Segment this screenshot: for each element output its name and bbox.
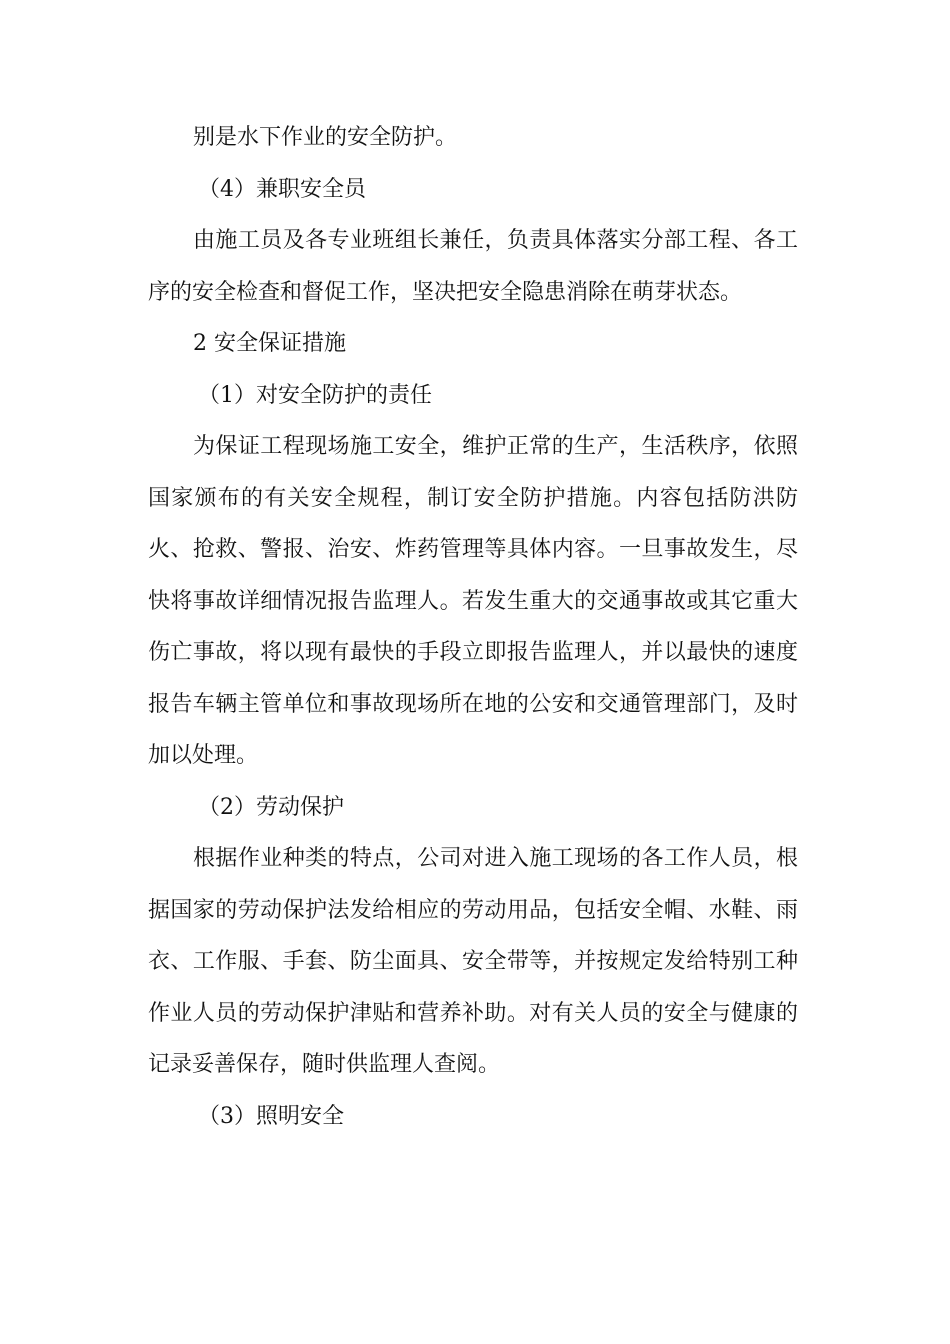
- document-body: [148, 112, 798, 1142]
- subheading-4-part-time-safety-officer: （4）兼职安全员: [198, 176, 366, 202]
- paragraph-line: 火、抢救、警报、治安、炸药管理等具体内容。一旦事故发生，尽: [148, 537, 798, 562]
- paragraph-line: 根据作业种类的特点，公司对进入施工现场的各工作人员，根: [193, 846, 798, 871]
- section-heading-safety-measures: 2 安全保证措施: [193, 331, 346, 356]
- paragraph-line: 加以处理。: [148, 743, 259, 768]
- subheading-2-labor-protection: （2）劳动保护: [198, 794, 344, 820]
- paragraph-line: 作业人员的劳动保护津贴和营养补助。对有关人员的安全与健康的: [148, 1000, 798, 1026]
- paragraph-line: 快将事故详细情况报告监理人。若发生重大的交通事故或其它重大: [148, 588, 798, 614]
- paragraph-line: 衣、工作服、手套、防尘面具、安全带等，并按规定发给特别工种: [148, 949, 798, 974]
- paragraph-line: 为保证工程现场施工安全，维护正常的生产，生活秩序，依照: [193, 434, 798, 459]
- paragraph-line: 据国家的劳动保护法发给相应的劳动用品，包括安全帽、水鞋、雨: [148, 897, 798, 923]
- subheading-3-lighting-safety: （3）照明安全: [198, 1103, 344, 1129]
- paragraph-line: 由施工员及各专业班组长兼任，负责具体落实分部工程、各工: [193, 228, 798, 253]
- paragraph-line: 序的安全检查和督促工作，坚决把安全隐患消除在萌芽状态。: [148, 279, 743, 305]
- paragraph-line: 别是水下作业的安全防护。: [193, 125, 458, 150]
- paragraph-line: 伤亡事故，将以现有最快的手段立即报告监理人，并以最快的速度: [148, 640, 798, 665]
- paragraph-line: 报告车辆主管单位和事故现场所在地的公安和交通管理部门，及时: [148, 691, 798, 717]
- paragraph-line: 记录妥善保存，随时供监理人查阅。: [148, 1052, 501, 1077]
- paragraph-line: 国家颁布的有关安全规程，制订安全防护措施。内容包括防洪防: [148, 485, 798, 511]
- subheading-1-safety-protection-responsibility: （1）对安全防护的责任: [198, 382, 432, 408]
